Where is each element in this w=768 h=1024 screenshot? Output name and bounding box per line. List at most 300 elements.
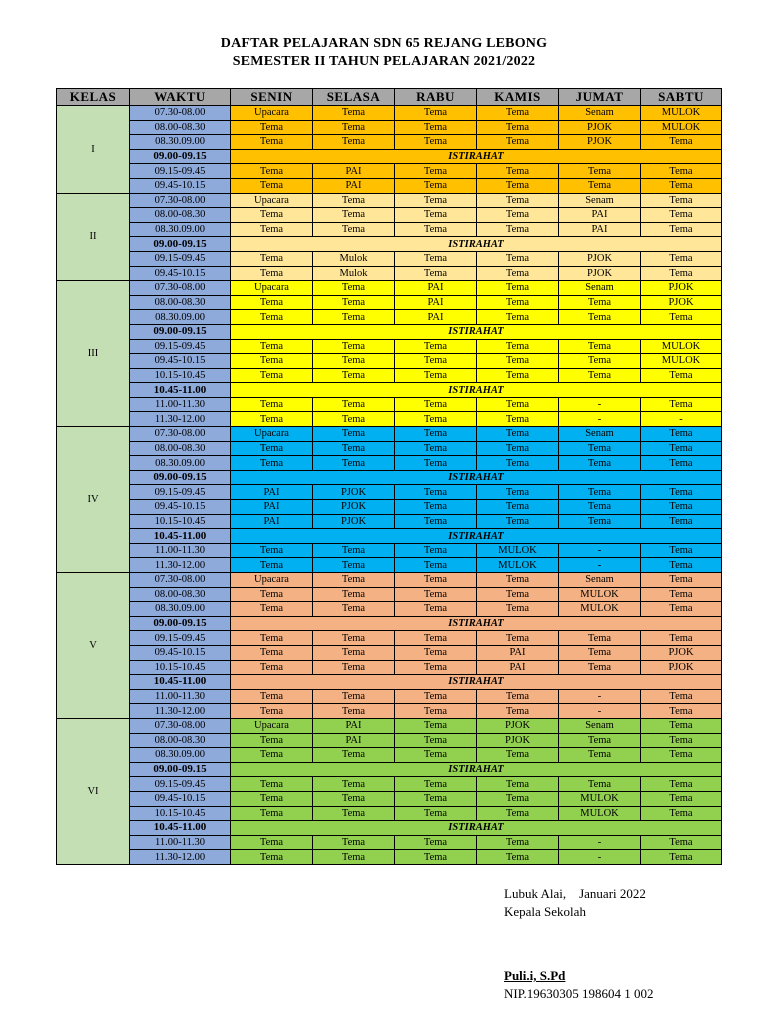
subject-cell-sabtu: Tema [641,368,722,383]
subject-cell-senin: PAI [231,514,313,529]
subject-cell-jumat: MULOK [559,791,641,806]
subject-cell-sabtu: Tema [641,733,722,748]
subject-cell-sabtu: MULOK [641,339,722,354]
subject-cell-jumat: Tema [559,777,641,792]
subject-cell-senin: Tema [231,266,313,281]
break-row [57,470,722,485]
subject-cell-senin: Tema [231,806,313,821]
subject-cell-jumat: Tema [559,645,641,660]
subject-cell-selasa: Tema [313,120,395,135]
waktu-cell: 08.00-08.30 [130,295,231,310]
subject-cell-selasa: Tema [313,295,395,310]
subject-cell-jumat: Senam [559,193,641,208]
waktu-cell: 09.15-09.45 [130,631,231,646]
subject-cell-sabtu: Tema [641,791,722,806]
subject-cell-sabtu: MULOK [641,354,722,369]
subject-cell-senin: Tema [231,660,313,675]
subject-cell-kamis: Tema [477,193,559,208]
waktu-cell: 11.00-11.30 [130,835,231,850]
subject-cell-senin: Tema [231,164,313,179]
table-row [57,748,722,763]
table-row [57,485,722,500]
kelas-cell: II [57,193,130,281]
subject-cell-senin: Tema [231,208,313,223]
subject-cell-jumat: - [559,835,641,850]
subject-cell-selasa: Tema [313,427,395,442]
table-row [57,368,722,383]
subject-cell-selasa: Mulok [313,266,395,281]
subject-cell-sabtu: Tema [641,456,722,471]
subject-cell-sabtu: Tema [641,397,722,412]
table-row [57,397,722,412]
subject-cell-senin: Tema [231,368,313,383]
istirahat-cell: ISTIRAHAT [231,762,722,777]
signature-role: Kepala Sekolah [504,904,586,919]
subject-cell-senin: PAI [231,485,313,500]
table-row [57,777,722,792]
waktu-cell: 11.30-12.00 [130,412,231,427]
subject-cell-jumat: PAI [559,222,641,237]
subject-cell-rabu: Tema [395,208,477,223]
subject-cell-jumat: MULOK [559,806,641,821]
subject-cell-senin: Tema [231,850,313,865]
subject-cell-selasa: Tema [313,704,395,719]
subject-cell-kamis: Tema [477,120,559,135]
subject-cell-selasa: Tema [313,368,395,383]
subject-cell-jumat: Tema [559,631,641,646]
col-header-waktu: WAKTU [130,89,231,106]
waktu-cell: 08.30.09.00 [130,222,231,237]
waktu-cell: 08.00-08.30 [130,120,231,135]
subject-cell-senin: Upacara [231,193,313,208]
subject-cell-rabu: Tema [395,573,477,588]
break-row [57,237,722,252]
subject-cell-rabu: PAI [395,295,477,310]
subject-cell-rabu: Tema [395,645,477,660]
istirahat-cell: ISTIRAHAT [231,529,722,544]
subject-cell-jumat: Tema [559,748,641,763]
subject-cell-kamis: Tema [477,602,559,617]
waktu-cell: 09.00-09.15 [130,616,231,631]
subject-cell-senin: Tema [231,587,313,602]
subject-cell-rabu: Tema [395,354,477,369]
subject-cell-sabtu: MULOK [641,120,722,135]
waktu-cell: 11.30-12.00 [130,850,231,865]
break-row [57,675,722,690]
istirahat-cell: ISTIRAHAT [231,675,722,690]
subject-cell-rabu: Tema [395,251,477,266]
subject-cell-sabtu: Tema [641,689,722,704]
kelas-cell: III [57,281,130,427]
table-row [57,412,722,427]
subject-cell-jumat: MULOK [559,602,641,617]
subject-cell-jumat: PJOK [559,251,641,266]
subject-cell-selasa: Mulok [313,251,395,266]
subject-cell-senin: Tema [231,178,313,193]
col-header-kamis: KAMIS [477,89,559,106]
subject-cell-jumat: - [559,543,641,558]
waktu-cell: 10.45-11.00 [130,821,231,836]
subject-cell-kamis: Tema [477,777,559,792]
table-row [57,733,722,748]
subject-cell-selasa: PAI [313,178,395,193]
table-row [57,602,722,617]
subject-cell-sabtu: Tema [641,164,722,179]
subject-cell-jumat: Senam [559,106,641,121]
subject-cell-senin: Tema [231,733,313,748]
waktu-cell: 11.30-12.00 [130,704,231,719]
subject-cell-senin: Tema [231,310,313,325]
subject-cell-senin: Tema [231,222,313,237]
subject-cell-rabu: Tema [395,631,477,646]
table-row [57,645,722,660]
subject-cell-jumat: Tema [559,441,641,456]
table-row [57,178,722,193]
subject-cell-jumat: Tema [559,514,641,529]
subject-cell-rabu: Tema [395,850,477,865]
subject-cell-senin: Tema [231,295,313,310]
subject-cell-selasa: Tema [313,835,395,850]
subject-cell-rabu: Tema [395,222,477,237]
subject-cell-jumat: Tema [559,178,641,193]
subject-cell-rabu: Tema [395,500,477,515]
col-header-sabtu: SABTU [641,89,722,106]
col-header-kelas: KELAS [57,89,130,106]
subject-cell-jumat: Tema [559,660,641,675]
subject-cell-senin: Tema [231,748,313,763]
subject-cell-selasa: Tema [313,748,395,763]
subject-cell-sabtu: Tema [641,850,722,865]
subject-cell-jumat: MULOK [559,587,641,602]
waktu-cell: 09.45-10.15 [130,178,231,193]
subject-cell-kamis: Tema [477,806,559,821]
subject-cell-jumat: Tema [559,368,641,383]
subject-cell-selasa: Tema [313,791,395,806]
subject-cell-rabu: Tema [395,543,477,558]
subject-cell-selasa: Tema [313,412,395,427]
subject-cell-kamis: Tema [477,339,559,354]
table-row [57,193,722,208]
subject-cell-kamis: Tema [477,835,559,850]
subject-cell-kamis: Tema [477,310,559,325]
subject-cell-kamis: Tema [477,587,559,602]
subject-cell-selasa: Tema [313,777,395,792]
subject-cell-senin: Tema [231,631,313,646]
kelas-cell: VI [57,718,130,864]
subject-cell-rabu: Tema [395,602,477,617]
subject-cell-rabu: Tema [395,791,477,806]
subject-cell-senin: PAI [231,500,313,515]
subject-cell-jumat: PJOK [559,120,641,135]
subject-cell-senin: Upacara [231,427,313,442]
subject-cell-sabtu: Tema [641,587,722,602]
subject-cell-rabu: PAI [395,281,477,296]
subject-cell-kamis: MULOK [477,543,559,558]
subject-cell-rabu: Tema [395,733,477,748]
subject-cell-selasa: Tema [313,587,395,602]
subject-cell-kamis: Tema [477,791,559,806]
table-row [57,208,722,223]
table-row [57,631,722,646]
waktu-cell: 09.45-10.15 [130,500,231,515]
table-row [57,120,722,135]
waktu-cell: 08.00-08.30 [130,441,231,456]
table-row [57,295,722,310]
waktu-cell: 08.00-08.30 [130,733,231,748]
subject-cell-selasa: PJOK [313,500,395,515]
subject-cell-jumat: - [559,558,641,573]
subject-cell-kamis: Tema [477,427,559,442]
kelas-cell: I [57,106,130,194]
subject-cell-rabu: Tema [395,266,477,281]
subject-cell-jumat: Tema [559,733,641,748]
subject-cell-kamis: PJOK [477,718,559,733]
subject-cell-kamis: Tema [477,500,559,515]
subject-cell-selasa: PAI [313,164,395,179]
waktu-cell: 08.30.09.00 [130,456,231,471]
subject-cell-selasa: Tema [313,602,395,617]
subject-cell-rabu: Tema [395,193,477,208]
subject-cell-selasa: Tema [313,310,395,325]
col-header-jumat: JUMAT [559,89,641,106]
subject-cell-sabtu: Tema [641,251,722,266]
waktu-cell: 09.00-09.15 [130,149,231,164]
subject-cell-rabu: Tema [395,660,477,675]
subject-cell-jumat: Senam [559,718,641,733]
subject-cell-senin: Tema [231,791,313,806]
subject-cell-kamis: Tema [477,689,559,704]
subject-cell-sabtu: Tema [641,485,722,500]
subject-cell-sabtu: Tema [641,631,722,646]
subject-cell-kamis: Tema [477,573,559,588]
subject-cell-rabu: Tema [395,427,477,442]
subject-cell-kamis: Tema [477,281,559,296]
kelas-cell: IV [57,427,130,573]
break-row [57,149,722,164]
col-header-selasa: SELASA [313,89,395,106]
waktu-cell: 08.30.09.00 [130,602,231,617]
subject-cell-kamis: Tema [477,412,559,427]
table-row [57,704,722,719]
table-row [57,354,722,369]
waktu-cell: 10.45-11.00 [130,529,231,544]
subject-cell-jumat: - [559,689,641,704]
subject-cell-senin: Upacara [231,573,313,588]
schedule-body [57,106,722,865]
subject-cell-rabu: Tema [395,368,477,383]
subject-cell-selasa: Tema [313,135,395,150]
waktu-cell: 10.15-10.45 [130,368,231,383]
subject-cell-sabtu: Tema [641,748,722,763]
subject-cell-sabtu: Tema [641,573,722,588]
subject-cell-selasa: Tema [313,106,395,121]
subject-cell-senin: Upacara [231,106,313,121]
col-header-senin: SENIN [231,89,313,106]
subject-cell-rabu: Tema [395,835,477,850]
waktu-cell: 10.45-11.00 [130,383,231,398]
subject-cell-sabtu: Tema [641,427,722,442]
subject-cell-sabtu: Tema [641,266,722,281]
subject-cell-selasa: Tema [313,281,395,296]
subject-cell-kamis: Tema [477,208,559,223]
subject-cell-sabtu: Tema [641,718,722,733]
subject-cell-kamis: Tema [477,266,559,281]
subject-cell-senin: Tema [231,412,313,427]
table-row [57,339,722,354]
subject-cell-kamis: Tema [477,251,559,266]
break-row [57,762,722,777]
table-row [57,266,722,281]
break-row [57,529,722,544]
waktu-cell: 10.15-10.45 [130,806,231,821]
waktu-cell: 09.15-09.45 [130,251,231,266]
table-row [57,135,722,150]
istirahat-cell: ISTIRAHAT [231,383,722,398]
waktu-cell: 08.30.09.00 [130,135,231,150]
subject-cell-jumat: - [559,850,641,865]
subject-cell-rabu: Tema [395,412,477,427]
subject-cell-sabtu: PJOK [641,281,722,296]
waktu-cell: 09.15-09.45 [130,485,231,500]
waktu-cell: 09.15-09.45 [130,339,231,354]
subject-cell-selasa: Tema [313,222,395,237]
table-row [57,106,722,121]
subject-cell-kamis: Tema [477,106,559,121]
subject-cell-sabtu: Tema [641,178,722,193]
waktu-cell: 07.30-08.00 [130,718,231,733]
subject-cell-rabu: Tema [395,558,477,573]
schedule-table [56,88,722,865]
subject-cell-senin: Tema [231,354,313,369]
kelas-cell: V [57,573,130,719]
subject-cell-senin: Tema [231,558,313,573]
subject-cell-jumat: Senam [559,573,641,588]
waktu-cell: 07.30-08.00 [130,193,231,208]
break-row [57,616,722,631]
subject-cell-rabu: Tema [395,135,477,150]
subject-cell-selasa: Tema [313,806,395,821]
subject-cell-rabu: Tema [395,514,477,529]
subject-cell-jumat: Senam [559,427,641,442]
subject-cell-selasa: PJOK [313,514,395,529]
subject-cell-selasa: Tema [313,660,395,675]
subject-cell-senin: Tema [231,339,313,354]
subject-cell-selasa: Tema [313,573,395,588]
subject-cell-rabu: Tema [395,456,477,471]
waktu-cell: 10.45-11.00 [130,675,231,690]
subject-cell-senin: Tema [231,397,313,412]
subject-cell-senin: Tema [231,689,313,704]
subject-cell-rabu: Tema [395,339,477,354]
table-row [57,251,722,266]
subject-cell-kamis: Tema [477,354,559,369]
subject-cell-jumat: Tema [559,500,641,515]
subject-cell-jumat: Tema [559,310,641,325]
waktu-cell: 09.45-10.15 [130,645,231,660]
subject-cell-kamis: PAI [477,645,559,660]
signature-name: Puli.i, S.Pd [504,968,566,983]
subject-cell-senin: Tema [231,645,313,660]
subject-cell-selasa: PJOK [313,485,395,500]
subject-cell-senin: Upacara [231,281,313,296]
subject-cell-kamis: Tema [477,135,559,150]
istirahat-cell: ISTIRAHAT [231,821,722,836]
subject-cell-jumat: Senam [559,281,641,296]
signature-nip: NIP.19630305 198604 1 002 [504,986,654,1001]
subject-cell-kamis: Tema [477,748,559,763]
waktu-cell: 08.30.09.00 [130,310,231,325]
waktu-cell: 09.00-09.15 [130,237,231,252]
subject-cell-senin: Tema [231,441,313,456]
subject-cell-rabu: Tema [395,806,477,821]
subject-cell-jumat: Tema [559,339,641,354]
subject-cell-jumat: Tema [559,295,641,310]
subject-cell-kamis: Tema [477,704,559,719]
waktu-cell: 07.30-08.00 [130,573,231,588]
subject-cell-rabu: Tema [395,704,477,719]
col-header-rabu: RABU [395,89,477,106]
subject-cell-senin: Tema [231,456,313,471]
waktu-cell: 08.30.09.00 [130,748,231,763]
subject-cell-selasa: PAI [313,733,395,748]
table-row [57,689,722,704]
table-row [57,514,722,529]
waktu-cell: 09.00-09.15 [130,324,231,339]
signature-place-date: Lubuk Alai, Januari 2022 [504,886,646,901]
subject-cell-jumat: Tema [559,456,641,471]
subject-cell-sabtu: MULOK [641,106,722,121]
subject-cell-jumat: Tema [559,164,641,179]
table-row [57,660,722,675]
subject-cell-senin: Tema [231,704,313,719]
waktu-cell: 11.30-12.00 [130,558,231,573]
subject-cell-rabu: Tema [395,178,477,193]
waktu-cell: 11.00-11.30 [130,689,231,704]
table-row [57,281,722,296]
istirahat-cell: ISTIRAHAT [231,616,722,631]
table-row [57,427,722,442]
subject-cell-rabu: Tema [395,777,477,792]
subject-cell-selasa: Tema [313,850,395,865]
break-row [57,324,722,339]
subject-cell-sabtu: Tema [641,310,722,325]
subject-cell-sabtu: Tema [641,602,722,617]
subject-cell-kamis: Tema [477,631,559,646]
istirahat-cell: ISTIRAHAT [231,470,722,485]
subject-cell-sabtu: Tema [641,777,722,792]
header-row [57,89,722,106]
table-row [57,310,722,325]
subject-cell-sabtu: PJOK [641,660,722,675]
subject-cell-selasa: Tema [313,354,395,369]
subject-cell-sabtu: Tema [641,704,722,719]
subject-cell-kamis: Tema [477,178,559,193]
table-row [57,850,722,865]
subject-cell-kamis: Tema [477,850,559,865]
subject-cell-selasa: Tema [313,689,395,704]
subject-cell-rabu: Tema [395,106,477,121]
waktu-cell: 08.00-08.30 [130,208,231,223]
subject-cell-kamis: Tema [477,164,559,179]
table-row [57,500,722,515]
subject-cell-senin: Tema [231,835,313,850]
table-row [57,587,722,602]
subject-cell-kamis: PAI [477,660,559,675]
subject-cell-sabtu: Tema [641,558,722,573]
subject-cell-sabtu: Tema [641,441,722,456]
subject-cell-rabu: Tema [395,120,477,135]
subject-cell-rabu: Tema [395,718,477,733]
